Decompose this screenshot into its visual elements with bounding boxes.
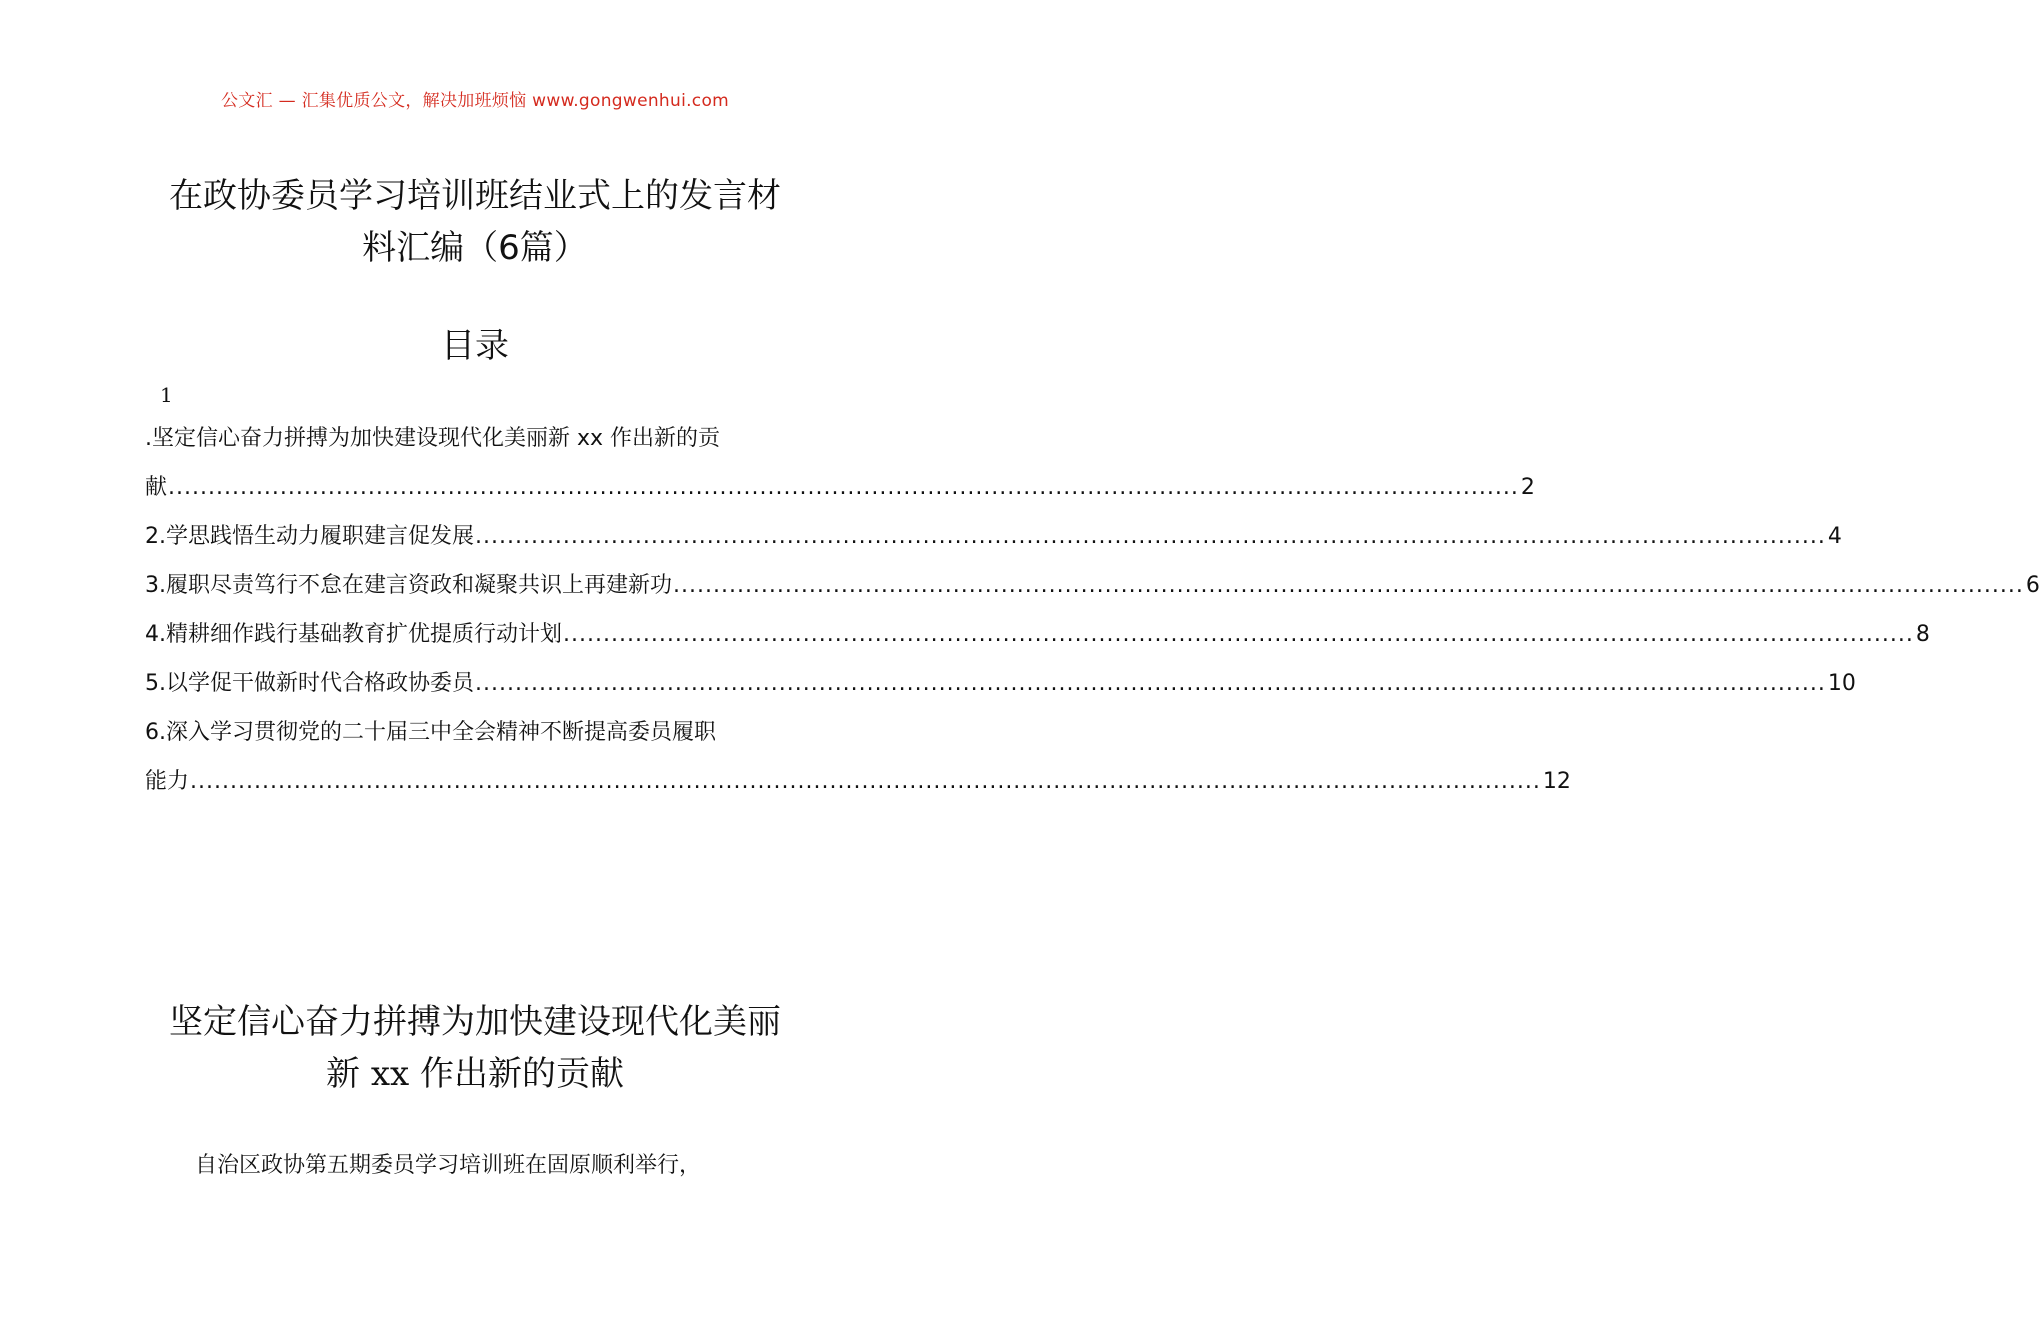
toc-leader-dots: ......................................................................................................................................................................... [563, 622, 1914, 647]
toc-first-number: 1 [160, 383, 173, 407]
toc-entry-6-page: 12 [1542, 769, 1571, 794]
section-title-placeholder: xx [370, 1054, 410, 1094]
toc-entry-2-page: 4 [1827, 524, 1842, 549]
toc-entry-1-line-1: .坚定信心奋力拼搏为加快建设现代化美丽新 xx 作出新的贡 [145, 426, 721, 451]
toc-entry-3[interactable] [145, 561, 2040, 610]
toc-entry-3-page: 6 [2025, 573, 2040, 598]
toc-leader-dots: ......................................................................................................................................................................... [168, 475, 1519, 500]
toc-leader-dots: ......................................................................................................................................................................... [475, 671, 1826, 696]
toc-entry-4-page: 8 [1915, 622, 1930, 647]
table-of-contents [145, 376, 2040, 806]
section-title-line-2 [140, 1048, 810, 1100]
toc-entry-1-line-2: 献 [145, 475, 168, 500]
section-title [140, 996, 810, 1100]
toc-entry-5[interactable] [145, 659, 1856, 708]
toc-entry-6-line-2: 能力 [145, 769, 190, 794]
toc-entry-5-text: 5.以学促干做新时代合格政协委员 [145, 671, 474, 696]
toc-leader-dots: ......................................................................................................................................................................... [673, 573, 2024, 598]
document-title-line-1: 在政协委员学习培训班结业式上的发言材 [169, 176, 781, 216]
toc-entry-6-line-1: 6.深入学习贯彻党的二十届三中全会精神不断提高委员履职 [145, 720, 716, 745]
toc-entry-3-text: 3.履职尽责笃行不怠在建言资政和凝聚共识上再建新功 [145, 573, 672, 598]
toc-entry-6[interactable] [145, 708, 1571, 806]
toc-leader-dots: ......................................................................................................................................................................... [190, 769, 1541, 794]
document-title [140, 170, 810, 274]
toc-entry-2[interactable] [145, 512, 1842, 561]
section-title-prefix: 新 [326, 1054, 371, 1094]
section-title-line-1: 坚定信心奋力拼搏为加快建设现代化美丽 [169, 1002, 781, 1042]
toc-entry-4[interactable] [145, 610, 1930, 659]
section-title-suffix: 作出新的贡献 [409, 1054, 624, 1094]
document-title-line-2: 料汇编（6篇） [362, 228, 588, 268]
body-paragraph: 自治区政协第五期委员学习培训班在固原顺利举行， [195, 1153, 702, 1178]
toc-entry-1[interactable] [145, 414, 1535, 512]
header-banner[interactable]: 公文汇 — 汇集优质公文，解决加班烦恼 www.gongwenhui.com [220, 91, 730, 111]
toc-entry-1-page: 2 [1520, 475, 1535, 500]
toc-entry-4-text: 4.精耕细作践行基础教育扩优提质行动计划 [145, 622, 562, 647]
toc-entry-2-text: 2.学思践悟生动力履职建言促发展 [145, 524, 474, 549]
toc-entry-5-page: 10 [1827, 671, 1856, 696]
toc-heading: 目录 [441, 326, 509, 366]
toc-leader-dots: ......................................................................................................................................................................... [475, 524, 1826, 549]
